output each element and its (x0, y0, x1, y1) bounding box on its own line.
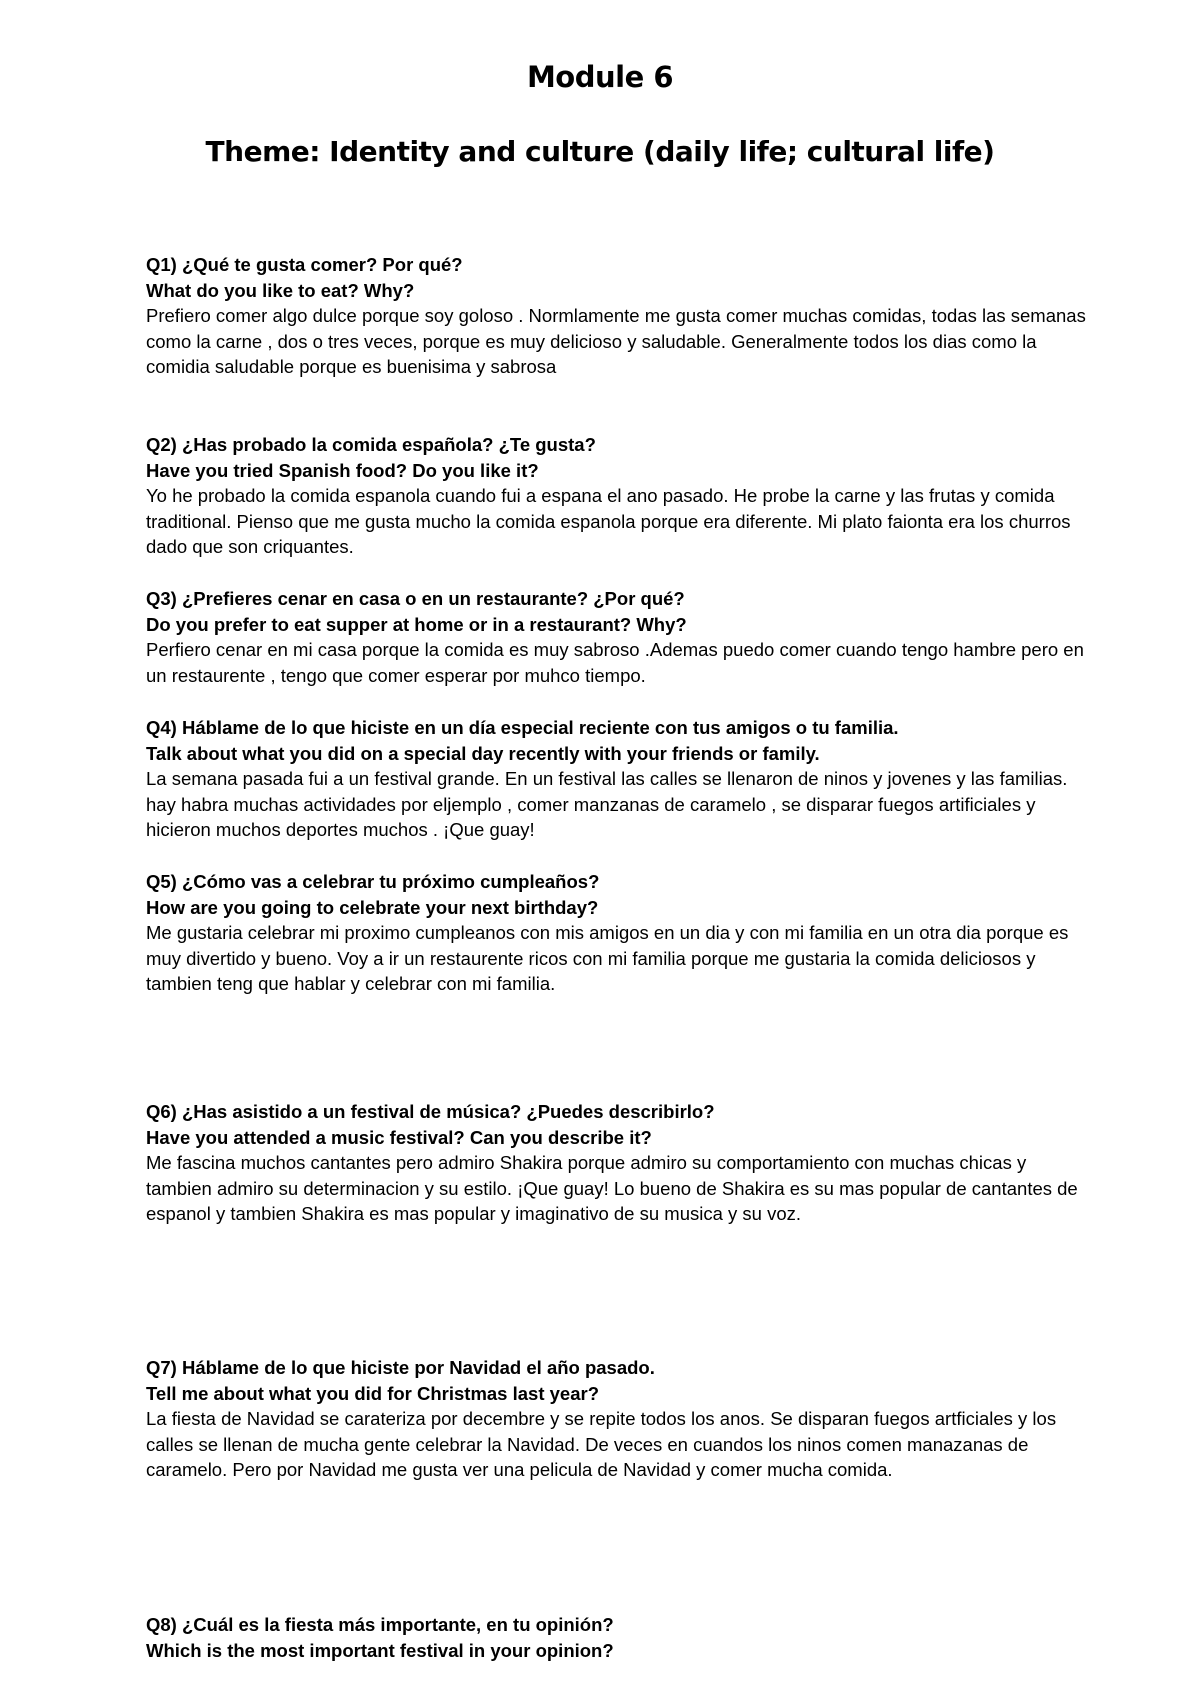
question-block-5 (146, 869, 1086, 997)
question-english: What do you like to eat? Why? (146, 279, 415, 301)
answer-text: Me gustaria celebrar mi proximo cumpleanos con mis amigos en un dia y con mi familia en un otra dia porque es muy divertido y bueno. Voy a ir un restaurente ricos con mi familia porque me gustaria la comida deliciosos y tambien teng que hablar y celebrar con mi familia. (146, 922, 1069, 994)
question-spanish: Q1) ¿Qué te gusta comer? Por qué? (146, 254, 463, 275)
question-spanish: Q5) ¿Cómo vas a celebrar tu próximo cumpleaños? (146, 871, 600, 892)
question-english: Have you attended a music festival? Can you describe it? (146, 1126, 652, 1148)
theme-heading: Theme: Identity and culture (daily life; cultural life) (205, 135, 995, 168)
question-block-7 (146, 1355, 1086, 1483)
answer-text: Prefiero comer algo dulce porque soy goloso . Normlamente me gusta comer muchas comidas, todas las semanas como la carne , dos o tres veces, porque es muy delicioso y saludable. Generalmente todos los dias como la comidia saludable porque es buenisima y sabrosa (146, 305, 1086, 377)
answer-text: Me fascina muchos cantantes pero admiro Shakira porque admiro su comportamiento con muchas chicas y tambien admiro su determinacion y su estilo. ¡Que guay! Lo bueno de Shakira es su mas popular de cantantes de espanol y tambien Shakira es mas popular y imaginativo de su musica y su voz. (146, 1152, 1078, 1224)
question-block-2 (146, 432, 1086, 560)
question-spanish: Q2) ¿Has probado la comida española? ¿Te gusta? (146, 434, 596, 455)
answer-text: La fiesta de Navidad se carateriza por decembre y se repite todos los anos. Se disparan fuegos artficiales y los calles se llenan de mucha gente celebrar la Navidad. De veces en cuandos los ninos comen manazanas de caramelo. Pero por Navidad me gusta ver una pelicula de Navidad y comer mucha comida. (146, 1408, 1057, 1480)
question-english: Which is the most important festival in your opinion? (146, 1639, 614, 1661)
question-english: Talk about what you did on a special day recently with your friends or family. (146, 742, 820, 764)
question-english: Do you prefer to eat supper at home or in a restaurant? Why? (146, 613, 687, 635)
question-block-1 (146, 252, 1086, 380)
question-block-3 (146, 586, 1086, 688)
question-block-6 (146, 1099, 1086, 1227)
question-spanish: Q6) ¿Has asistido a un festival de música? ¿Puedes describirlo? (146, 1101, 715, 1122)
answer-text: Yo he probado la comida espanola cuando fui a espana el ano pasado. He probe la carne y las frutas y comida traditional. Pienso que me gusta mucho la comida espanola porque era diferente. Mi plato faionta era los churros dado que son criquantes. (146, 485, 1071, 557)
question-english: Have you tried Spanish food? Do you like it? (146, 459, 539, 481)
question-spanish: Q7) Háblame de lo que hiciste por Navidad el año pasado. (146, 1357, 655, 1378)
question-spanish: Q8) ¿Cuál es la fiesta más importante, en tu opinión? (146, 1614, 614, 1635)
answer-text: Perfiero cenar en mi casa porque la comida es muy sabroso .Ademas puedo comer cuando tengo hambre pero en un restaurente , tengo que comer esperar por muhco tiempo. (146, 639, 1084, 686)
answer-text: La semana pasada fui a un festival grande. En un festival las calles se llenaron de ninos y jovenes y las familias. hay habra muchas actividades por eljemplo , comer manzanas de caramelo , se disparar fuegos artificiales y hicieron muchos deportes muchos . ¡Que guay! (146, 768, 1068, 840)
question-english: How are you going to celebrate your next birthday? (146, 896, 599, 918)
question-english: Tell me about what you did for Christmas last year? (146, 1382, 599, 1404)
question-block-8 (146, 1612, 1086, 1663)
question-spanish: Q4) Háblame de lo que hiciste en un día especial reciente con tus amigos o tu familia. (146, 717, 899, 738)
module-title: Module 6 (526, 60, 674, 94)
question-spanish: Q3) ¿Prefieres cenar en casa o en un restaurante? ¿Por qué? (146, 588, 685, 609)
question-block-4 (146, 715, 1086, 843)
